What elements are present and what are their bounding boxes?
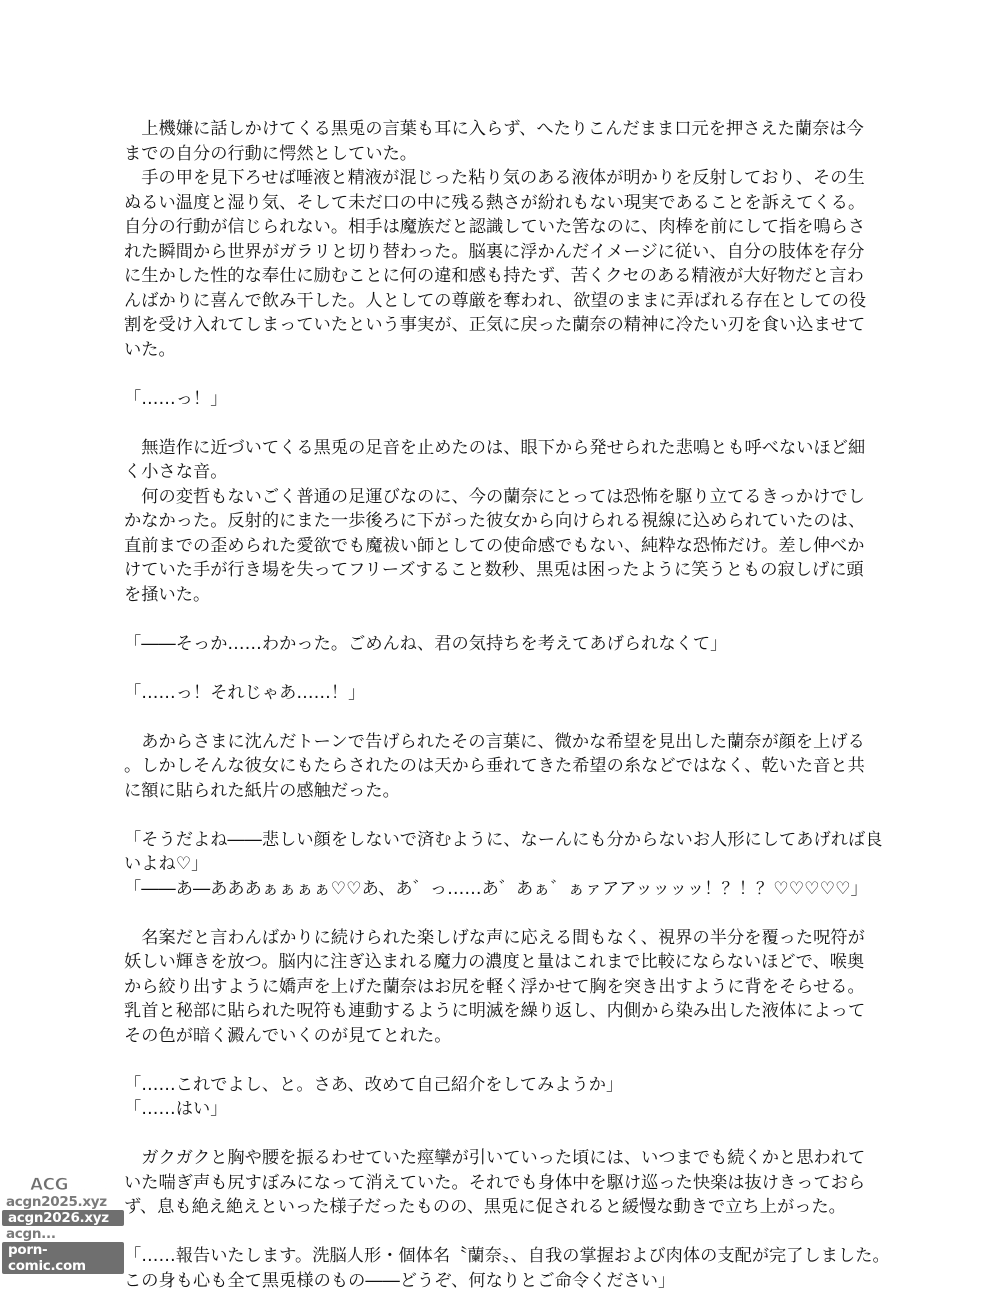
text-line: に生かした性的な奉仕に励むことに何の違和感も持たず、苦くクセのある精液が大好物だと言わ xyxy=(124,266,864,286)
paragraph-spacer xyxy=(124,1048,864,1073)
paragraph xyxy=(124,730,864,804)
text-line: んばかりに喜んで飲み干した。人としての尊厳を奪われ、欲望のままに弄ばれる存在としての役 xyxy=(124,290,867,311)
paragraph xyxy=(124,117,864,166)
paragraph-spacer xyxy=(124,803,864,828)
paragraph xyxy=(124,387,864,412)
text-line: れた瞬間から世界がガラリと切り替わった。脳裏に浮かんだイメージに従い、自分の肢体を存分 xyxy=(124,241,865,262)
watermark-url: acgn... xyxy=(6,1226,56,1242)
paragraph-spacer xyxy=(124,901,864,926)
text-line: 「……はい」 xyxy=(124,1099,228,1119)
paragraph-spacer xyxy=(124,656,864,681)
text-line: く小さな音。 xyxy=(124,462,228,482)
watermark-url: porn-comic.com xyxy=(2,1242,124,1274)
text-line: ぬるい温度と湿り気、そして未だ口の中に残る熱さが紛れもない現実であることを訴えてくる。 xyxy=(124,192,866,213)
text-line: あからさまに沈んだトーンで告げられたその言葉に、微かな希望を見出した蘭奈が顔を上げる xyxy=(124,731,865,752)
text-line: かなかった。反射的にまた一歩後ろに下がった彼女から向けられる視線に込められていたのは、 xyxy=(124,511,866,531)
text-line: から絞り出すように嬌声を上げた蘭奈はお尻を軽く浮かせて胸を突き出すように背をそらせる。 xyxy=(124,976,865,997)
text-line: に額に貼られた紙片の感触だった。 xyxy=(124,780,400,801)
text-line: 「――あ―あああぁぁぁぁ♡♡あ、あ゛っ……あ゛あぁ゛ぁァアアッッッッ！？！？♡♡♡♡♡」 xyxy=(124,878,868,899)
text-line: ガクガクと胸や腰を振るわせていた痙攣が引いていった頃には、いつまでも続くかと思われて xyxy=(124,1148,866,1168)
watermark xyxy=(2,1176,128,1274)
text-line: 妖しい輝きを放つ。脳内に注ぎ込まれる魔力の濃度と量はこれまで比較にならないほどで、喉奥 xyxy=(124,952,865,972)
paragraph-spacer xyxy=(124,607,864,632)
text-line: 上機嫌に話しかけてくる黒兎の言葉も耳に入らず、へたりこんだまま口元を押さえた蘭奈は今 xyxy=(124,119,864,139)
text-line: その色が暗く澱んでいくのが見てとれた。 xyxy=(124,1025,452,1046)
paragraph-spacer xyxy=(124,362,864,387)
text-line: 「……っ！それじゃあ……！」 xyxy=(124,682,366,703)
text-line: 「……報告いたします。洗脳人形・個体名〝蘭奈〟、自我の掌握および肉体の支配が完了しました。 xyxy=(124,1246,890,1266)
paragraph xyxy=(124,485,864,608)
paragraph xyxy=(124,215,867,362)
paragraph xyxy=(124,632,864,657)
text-line: けていた手が行き場を失ってフリーズすること数秒、黒兎は困ったように笑うともの寂しげに頭 xyxy=(124,560,864,580)
text-line: 「――そっか……わかった。ごめんね、君の気持ちを考えてあげられなくて」 xyxy=(124,633,728,654)
watermark-logo: ACG漫画网 xyxy=(30,1175,118,1195)
text-line: いた。 xyxy=(124,339,176,360)
text-line: を掻いた。 xyxy=(124,584,211,605)
text-line: この身も心も全て黒兎様のもの――どうぞ、何なりとご命令ください」 xyxy=(124,1270,676,1291)
paragraph-spacer xyxy=(124,1220,864,1245)
text-line: 無造作に近づいてくる黒兎の足音を止めたのは、眼下から発せられた悲鳴とも呼べないほど細 xyxy=(124,437,866,458)
text-line: 「そうだよね――悲しい顔をしないで済むように、なーんにも分からないお人形にしてあげれば良 xyxy=(124,829,883,850)
paragraph xyxy=(124,877,868,902)
text-line: 。しかしそんな彼女にもたらされたのは天から垂れてきた希望の糸などではなく、乾いた音と共 xyxy=(124,756,865,776)
text-line: いた喘ぎ声も尻すぼみになって消えていた。それでも身体中を駆け巡った快楽は抜けきっておら xyxy=(124,1172,866,1193)
paragraph xyxy=(124,166,864,215)
text-line: 手の甲を見下ろせば唾液と精液が混じった粘り気のある液体が明かりを反射しており、その生 xyxy=(124,168,865,188)
paragraph-spacer xyxy=(124,1122,864,1147)
paragraph xyxy=(124,681,864,706)
paragraph-spacer xyxy=(124,705,864,730)
paragraph xyxy=(124,1146,864,1220)
text-line: 名案だと言わんばかりに続けられた楽しげな声に応える間もなく、視界の半分を覆った呪符が xyxy=(124,927,865,948)
watermark-url: acgn2026.xyz xyxy=(2,1210,124,1226)
text-line: 乳首と秘部に貼られた呪符も連動するように明滅を繰り返し、内側から染み出した液体によって xyxy=(124,1001,866,1021)
text-line: 「……これでよし、と。さあ、改めて自己紹介をしてみようか」 xyxy=(124,1074,624,1095)
text-line: いよね♡」 xyxy=(124,854,209,874)
text-line: 「……っ！」 xyxy=(124,388,228,409)
paragraph xyxy=(124,1097,864,1122)
text-line: までの自分の行動に愕然としていた。 xyxy=(124,143,418,164)
paragraph xyxy=(124,436,864,485)
document-body xyxy=(124,117,890,1293)
paragraph xyxy=(124,828,883,877)
text-line: 割を受け入れてしまっていたという事実が、正気に戻った蘭奈の精神に冷たい刃を食い込ませて xyxy=(124,315,866,335)
paragraph-spacer xyxy=(124,411,864,436)
text-line: 直前までの歪められた愛欲でも魔祓い師としての使命感でもない、純粋な恐怖だけ。差し伸べか xyxy=(124,535,865,556)
paragraph xyxy=(124,926,864,1049)
text-line: 自分の行動が信じられない。相手は魔族だと認識していた筈なのに、肉棒を前にして指を鳴らさ xyxy=(124,217,866,237)
watermark-url: acgn2025.xyz xyxy=(6,1194,107,1210)
text-line: ず、息も絶え絶えといった様子だったものの、黒兎に促されると緩慢な動きで立ち上がった。 xyxy=(124,1197,846,1217)
paragraph xyxy=(124,1244,890,1293)
paragraph xyxy=(124,1073,864,1098)
text-line: 何の変哲もないごく普通の足運びなのに、今の蘭奈にとっては恐怖を駆り立てるきっかけでし xyxy=(124,486,865,507)
